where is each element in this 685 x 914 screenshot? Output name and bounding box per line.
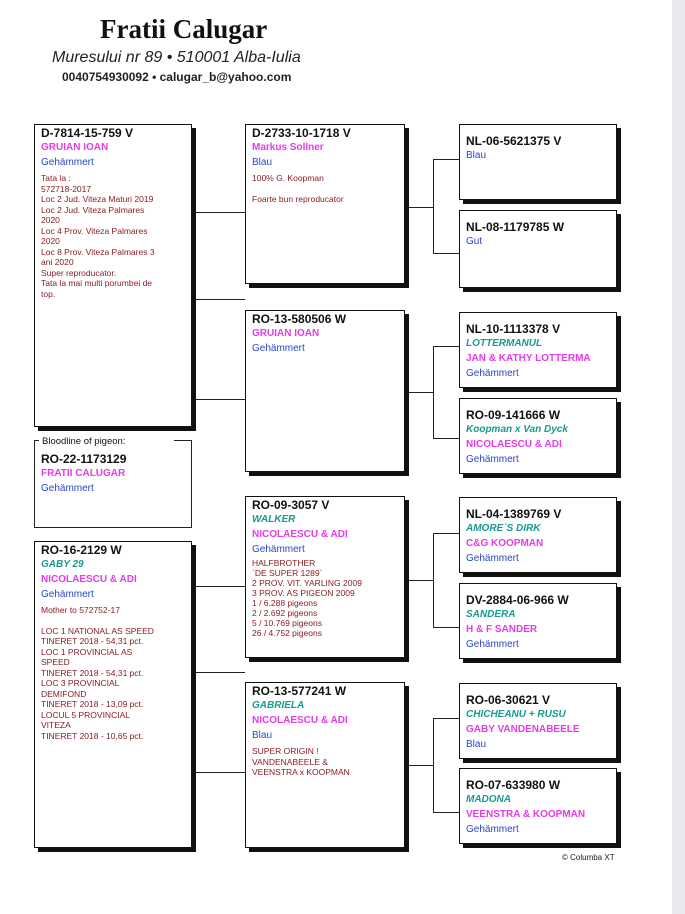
breeder-address: Muresului nr 89 • 510001 Alba-Iulia (52, 49, 301, 66)
note-line: 5 / 10.769 pigeons (252, 618, 322, 628)
ring-number: D-2733-10-1718 V (252, 126, 351, 140)
sire-dam-card (245, 310, 405, 472)
connector-line (405, 392, 433, 393)
owner-name: NICOLAESCU & ADI (252, 715, 348, 726)
note-line: 1 / 6.288 pigeons (252, 598, 318, 608)
ring-number: NL-08-1179785 W (466, 220, 565, 234)
note-line: Loc 2 Jud. Viteza Palmares 2020 (41, 204, 145, 225)
color-label: Gehämmert (41, 589, 94, 600)
pigeon-name: CHICHEANU + RUSU (466, 709, 566, 720)
pigeon-notes (41, 173, 185, 299)
connector-line (433, 438, 459, 439)
note-line: LOC 1 PROVINCIAL AS SPEED TINERET 2018 - 54,31 pct. (41, 646, 144, 678)
color-label: Gehämmert (466, 639, 519, 650)
note-line: 3 PROV. AS PIGEON 2009 (252, 588, 355, 598)
pigeon-name: AMORE`S DIRK (466, 523, 541, 534)
owner-name: NICOLAESCU & ADI (466, 439, 562, 450)
connector-line (195, 299, 245, 300)
breeder-contact: 0040754930092 • calugar_b@yahoo.com (62, 70, 292, 84)
note-line (252, 184, 398, 194)
dam-sire-card (245, 496, 405, 658)
pigeon-name: GABY 29 (41, 559, 84, 570)
connector-line (195, 586, 196, 772)
pigeon-name: MADONA (466, 794, 511, 805)
color-label: Gehämmert (466, 368, 519, 379)
connector-line (187, 586, 245, 587)
connector-line (195, 672, 245, 673)
owner-name: GABY VANDENABEELE (466, 724, 580, 735)
ring-number: RO-06-30621 V (466, 693, 551, 707)
owner-name: GRUIAN IOAN (252, 328, 320, 339)
color-label: Gehämmert (466, 824, 519, 835)
dam-card (34, 541, 192, 848)
note-line: 26 / 4.752 pigeons (252, 628, 322, 638)
gen3-card (459, 497, 617, 573)
connector-line (433, 159, 434, 253)
ring-number: RO-09-3057 V (252, 498, 330, 512)
note-line: LOCUL 5 PROVINCIAL VITEZA TINERET 2018 - 10,65 pct. (41, 709, 144, 741)
note-line: Loc 8 Prov. Viteza Palmares 3 ani 2020 (41, 246, 155, 267)
color-label: Gehämmert (252, 343, 305, 354)
pigeon-notes (252, 558, 398, 638)
connector-line (433, 159, 459, 160)
sire-card (34, 124, 192, 427)
note-line: 2 / 2.692 pigeons (252, 608, 318, 618)
gen3-card (459, 124, 617, 200)
connector-line (433, 627, 459, 628)
subject-bracket-top-right (174, 440, 192, 441)
subject-pigeon (41, 452, 186, 496)
note-line: SUPER ORIGIN ! VANDENABEELE & VEENSTRA x KOOPMAN (252, 746, 350, 777)
ring-number: D-7814-15-759 V (41, 126, 134, 140)
ring-number: NL-04-1389769 V (466, 507, 562, 521)
color-label: Blau (252, 157, 273, 168)
pigeon-name: GABRIELA (252, 700, 305, 711)
pigeon-name: WALKER (252, 514, 296, 525)
note-line: Super reproducator. (41, 267, 117, 278)
connector-line (405, 580, 433, 581)
note-line: LOC 3 PROVINCIAL DEMIFOND TINERET 2018 - 13,09 pct. (41, 678, 144, 709)
connector-line (187, 212, 245, 213)
owner-name: FRATII CALUGAR (41, 468, 126, 479)
pigeon-name: LOTTERMANUL (466, 338, 543, 349)
note-line: Loc 4 Prov. Viteza Palmares 2020 (41, 225, 148, 246)
gen3-card (459, 583, 617, 659)
owner-name: GRUIAN IOAN (41, 142, 109, 153)
dam-dam-card (245, 682, 405, 848)
connector-line (405, 765, 433, 766)
color-label: Gehämmert (466, 553, 519, 564)
gen3-card (459, 210, 617, 288)
connector-line (433, 718, 434, 812)
note-line: 572718-2017 (41, 183, 92, 194)
gen3-card (459, 398, 617, 474)
gen3-card (459, 683, 617, 759)
note-line: Mother to 572752-17 (41, 605, 120, 615)
owner-name: VEENSTRA & KOOPMAN (466, 809, 586, 820)
connector-line (433, 346, 459, 347)
owner-name: Markus Sollner (252, 142, 324, 153)
note-line: Foarte bun reproducator (252, 193, 344, 204)
note-line: 2 PROV. VIT. YARLING 2009 (252, 578, 362, 588)
connector-line (433, 812, 459, 813)
color-label: Gehämmert (41, 157, 94, 168)
note-line: HALFBROTHER `DE SUPER 1289` (252, 558, 323, 578)
ring-number: RO-07-633980 W (466, 778, 561, 792)
breeder-title: Fratii Calugar (100, 14, 268, 44)
subject-bracket-top-left (34, 440, 39, 441)
connector-line (405, 207, 433, 208)
note-line: 100% G. Koopman (252, 173, 324, 183)
connector-line (433, 718, 459, 719)
owner-name: C&G KOOPMAN (466, 538, 544, 549)
color-label: Gut (466, 236, 483, 247)
bloodline-label: Bloodline of pigeon: (42, 436, 126, 447)
pigeon-notes (252, 746, 398, 778)
owner-name: NICOLAESCU & ADI (41, 574, 137, 585)
ring-number: DV-2884-06-966 W (466, 593, 569, 607)
gen3-card (459, 768, 617, 844)
connector-line (187, 772, 245, 773)
gen3-card (459, 312, 617, 388)
note-line (41, 616, 185, 626)
connector-line (433, 533, 459, 534)
ring-number: RO-13-580506 W (252, 312, 347, 326)
color-label: Gehämmert (41, 483, 94, 494)
connector-line (433, 346, 434, 438)
ring-number: NL-06-5621375 V (466, 134, 562, 148)
note-line: Tata la mai multi porumbei de top. (41, 278, 153, 299)
ring-number: RO-16-2129 W (41, 543, 122, 557)
connector-line (187, 399, 245, 400)
pigeon-name: SANDERA (466, 609, 516, 620)
sire-sire-card (245, 124, 405, 284)
note-line: LOC 1 NATIONAL AS SPEED TINERET 2018 - 54,31 pct. (41, 625, 154, 646)
pigeon-name: Koopman x Van Dyck (466, 424, 568, 435)
software-credit: © Columba XT (562, 853, 615, 862)
color-label: Blau (252, 730, 273, 741)
color-label: Gehämmert (466, 454, 519, 465)
owner-name: NICOLAESCU & ADI (252, 529, 348, 540)
pigeon-notes (41, 605, 185, 741)
note-line: Loc 2 Jud. Viteza Maturi 2019 (41, 194, 154, 204)
ring-number: RO-22-1173129 (41, 452, 127, 466)
ring-number: RO-13-577241 W (252, 684, 347, 698)
connector-line (433, 533, 434, 627)
color-label: Blau (466, 150, 487, 161)
color-label: Gehämmert (252, 544, 305, 555)
ring-number: RO-09-141666 W (466, 408, 561, 422)
connector-line (433, 253, 459, 254)
ring-number: NL-10-1113378 V (466, 322, 561, 336)
owner-name: JAN & KATHY LOTTERMA (466, 353, 591, 364)
note-line: Tata la : (41, 173, 71, 183)
connector-line (195, 212, 196, 399)
owner-name: H & F SANDER (466, 624, 538, 635)
pigeon-notes (252, 173, 398, 204)
color-label: Blau (466, 739, 487, 750)
